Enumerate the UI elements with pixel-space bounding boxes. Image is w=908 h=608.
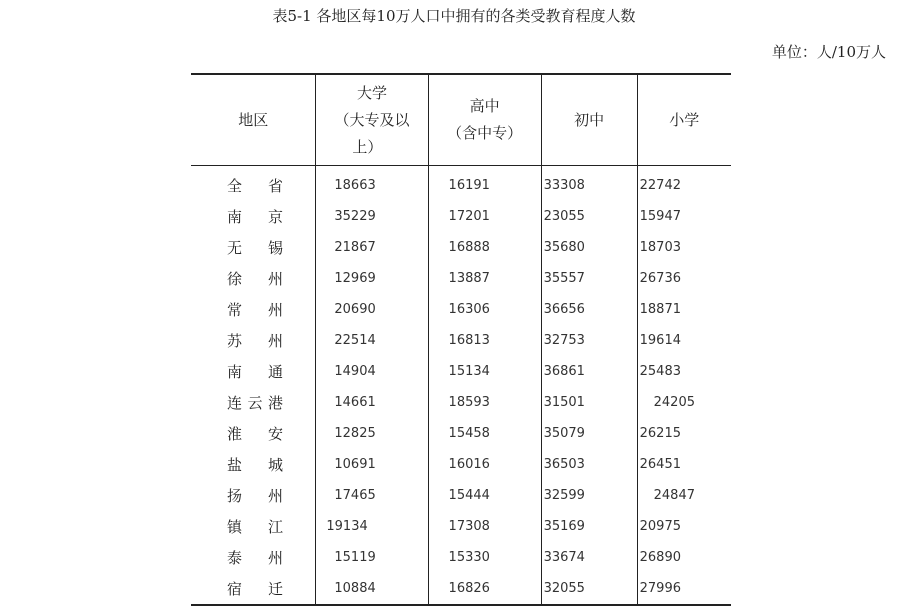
high-school-cell: [428, 480, 541, 511]
college-cell: [316, 573, 428, 605]
high-school-cell-value: 15330: [448, 550, 490, 565]
college-cell-value: 15119: [334, 550, 376, 565]
unit-label: 单位：人/10万人: [771, 43, 886, 61]
primary-school-cell-value: 18871: [639, 302, 681, 317]
high-school-cell: [428, 201, 541, 232]
region-cell: [191, 511, 316, 542]
primary-school-cell-value: 19614: [639, 333, 681, 348]
middle-school-cell-value: 31501: [543, 395, 585, 410]
region-cell: [191, 480, 316, 511]
high-school-cell-value: 16888: [448, 240, 490, 255]
primary-school-cell: [637, 263, 731, 294]
middle-school-cell: [541, 480, 637, 511]
header-college-line2: （大专及以: [334, 110, 410, 129]
header-high-line1: 高中: [469, 97, 500, 115]
region-name: 扬州: [227, 487, 283, 505]
college-cell-value: 20690: [334, 302, 376, 317]
header-row: [191, 74, 731, 166]
region-cell: [191, 387, 316, 418]
primary-school-cell-value: 26215: [639, 426, 681, 441]
middle-school-cell-value: 35079: [543, 426, 585, 441]
middle-school-cell: [541, 387, 637, 418]
region-cell: [191, 325, 316, 356]
college-cell: [316, 418, 428, 449]
region-cell: [191, 232, 316, 263]
college-cell-value: 17465: [334, 488, 376, 503]
high-school-cell: [428, 294, 541, 325]
middle-school-cell: [541, 418, 637, 449]
college-cell: [316, 511, 428, 542]
header-college-line3: 上）: [352, 137, 383, 156]
high-school-cell-value: 18593: [448, 395, 490, 410]
primary-school-cell: [637, 294, 731, 325]
primary-school-cell-value: 27996: [639, 581, 681, 596]
high-school-cell-value: 17201: [448, 209, 490, 224]
middle-school-cell-value: 33674: [543, 550, 585, 565]
primary-school-cell-value: 26736: [639, 271, 681, 286]
college-cell: [316, 542, 428, 573]
high-school-cell: [428, 263, 541, 294]
college-cell-value: 14904: [334, 364, 376, 379]
education-table: [191, 73, 731, 606]
primary-school-cell: [637, 418, 731, 449]
high-school-cell-value: 17308: [448, 519, 490, 534]
high-school-cell-value: 15134: [448, 364, 490, 379]
table-row: [191, 201, 731, 232]
header-high-school: [428, 74, 541, 166]
college-cell-value: 14661: [334, 395, 376, 410]
high-school-cell-value: 16306: [448, 302, 490, 317]
region-name: 徐州: [227, 270, 283, 288]
region-name: 泰州: [227, 549, 283, 567]
table-row: [191, 263, 731, 294]
middle-school-cell: [541, 263, 637, 294]
table-body: [191, 166, 731, 606]
table-row: [191, 511, 731, 542]
college-cell-value: 12969: [334, 271, 376, 286]
middle-school-cell: [541, 294, 637, 325]
region-cell: [191, 573, 316, 605]
college-cell-value: 18663: [334, 178, 376, 193]
middle-school-cell: [541, 511, 637, 542]
table-row: [191, 387, 731, 418]
table-row: [191, 294, 731, 325]
middle-school-cell: [541, 356, 637, 387]
region-cell: [191, 166, 316, 202]
primary-school-cell: [637, 542, 731, 573]
primary-school-cell: [637, 387, 731, 418]
high-school-cell-value: 16813: [448, 333, 490, 348]
college-cell-value: 12825: [334, 426, 376, 441]
header-college: [316, 74, 428, 166]
region-name: 镇江: [227, 518, 283, 536]
primary-school-cell-value: 20975: [639, 519, 681, 534]
middle-school-cell-value: 35169: [543, 519, 585, 534]
middle-school-cell: [541, 166, 637, 202]
middle-school-cell-value: 32599: [543, 488, 585, 503]
table-row: [191, 166, 731, 202]
middle-school-cell: [541, 201, 637, 232]
header-middle-school: 初中: [541, 74, 637, 166]
header-high-line2: （含中专）: [447, 124, 523, 142]
middle-school-cell-value: 32753: [543, 333, 585, 348]
college-cell-value: 22514: [334, 333, 376, 348]
high-school-cell-value: 16016: [448, 457, 490, 472]
college-cell-value: 10691: [334, 457, 376, 472]
high-school-cell: [428, 325, 541, 356]
primary-school-cell: [637, 449, 731, 480]
region-name: 常州: [227, 301, 283, 319]
college-cell: [316, 325, 428, 356]
primary-school-cell-value: 26451: [639, 457, 681, 472]
primary-school-cell: [637, 166, 731, 202]
high-school-cell-value: 13887: [448, 271, 490, 286]
primary-school-cell-value: 25483: [639, 364, 681, 379]
middle-school-cell: [541, 325, 637, 356]
high-school-cell: [428, 418, 541, 449]
college-cell-value: 35229: [334, 209, 376, 224]
primary-school-cell: [637, 232, 731, 263]
middle-school-cell: [541, 542, 637, 573]
region-name: 连云港: [227, 394, 283, 412]
high-school-cell: [428, 232, 541, 263]
primary-school-cell: [637, 573, 731, 605]
region-cell: [191, 449, 316, 480]
college-cell: [316, 387, 428, 418]
header-college-line1: 大学: [356, 83, 387, 102]
college-cell-value: 10884: [334, 581, 376, 596]
middle-school-cell-value: 35680: [543, 240, 585, 255]
high-school-cell: [428, 573, 541, 605]
primary-school-cell-value: 24205: [653, 395, 695, 410]
table-row: [191, 325, 731, 356]
college-cell: [316, 480, 428, 511]
college-cell: [316, 294, 428, 325]
primary-school-cell-value: 24847: [653, 488, 695, 503]
middle-school-cell-value: 32055: [543, 581, 585, 596]
region-name: 宿迁: [227, 580, 283, 598]
region-name: 全省: [227, 177, 283, 195]
middle-school-cell-value: 36656: [543, 302, 585, 317]
primary-school-cell: [637, 356, 731, 387]
middle-school-cell: [541, 573, 637, 605]
region-name: 淮安: [227, 425, 283, 443]
region-cell: [191, 542, 316, 573]
college-cell: [316, 201, 428, 232]
high-school-cell: [428, 511, 541, 542]
primary-school-cell: [637, 325, 731, 356]
college-cell: [316, 166, 428, 202]
middle-school-cell-value: 36503: [543, 457, 585, 472]
primary-school-cell-value: 26890: [639, 550, 681, 565]
region-name: 苏州: [227, 332, 283, 350]
college-cell: [316, 232, 428, 263]
college-cell-value: 19134: [326, 519, 368, 534]
region-cell: [191, 201, 316, 232]
college-cell: [316, 263, 428, 294]
table-row: [191, 542, 731, 573]
primary-school-cell: [637, 201, 731, 232]
middle-school-cell: [541, 449, 637, 480]
middle-school-cell-value: 33308: [543, 178, 585, 193]
region-cell: [191, 418, 316, 449]
high-school-cell: [428, 542, 541, 573]
region-name: 无锡: [227, 239, 283, 257]
high-school-cell-value: 15458: [448, 426, 490, 441]
header-primary-school: 小学: [637, 74, 731, 166]
middle-school-cell: [541, 232, 637, 263]
table-row: [191, 449, 731, 480]
region-cell: [191, 263, 316, 294]
region-name: 南通: [227, 363, 283, 381]
college-cell-value: 21867: [334, 240, 376, 255]
primary-school-cell-value: 22742: [639, 178, 681, 193]
table-row: [191, 480, 731, 511]
header-region: 地区: [191, 74, 316, 166]
high-school-cell: [428, 356, 541, 387]
high-school-cell-value: 15444: [448, 488, 490, 503]
middle-school-cell-value: 35557: [543, 271, 585, 286]
primary-school-cell: [637, 511, 731, 542]
region-name: 南京: [227, 208, 283, 226]
high-school-cell: [428, 387, 541, 418]
table-title: 表5-1 各地区每10万人口中拥有的各类受教育程度人数: [272, 7, 636, 25]
table-row: [191, 356, 731, 387]
primary-school-cell: [637, 480, 731, 511]
high-school-cell-value: 16191: [448, 178, 490, 193]
table-row: [191, 573, 731, 605]
high-school-cell: [428, 166, 541, 202]
region-cell: [191, 294, 316, 325]
region-cell: [191, 356, 316, 387]
middle-school-cell-value: 23055: [543, 209, 585, 224]
primary-school-cell-value: 15947: [639, 209, 681, 224]
region-name: 盐城: [227, 456, 283, 474]
college-cell: [316, 356, 428, 387]
table-row: [191, 232, 731, 263]
middle-school-cell-value: 36861: [543, 364, 585, 379]
table-row: [191, 418, 731, 449]
high-school-cell-value: 16826: [448, 581, 490, 596]
primary-school-cell-value: 18703: [639, 240, 681, 255]
college-cell: [316, 449, 428, 480]
high-school-cell: [428, 449, 541, 480]
